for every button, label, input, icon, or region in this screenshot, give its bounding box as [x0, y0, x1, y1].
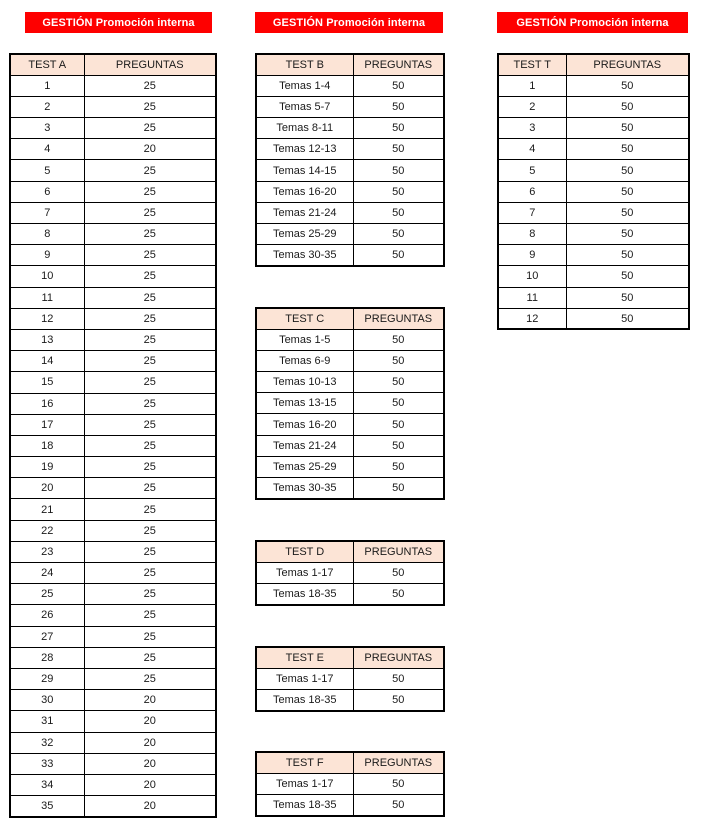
- table-row: [256, 393, 444, 414]
- table-cell: Temas 6-9: [256, 350, 353, 371]
- table-row: [10, 711, 216, 732]
- table-cell: 30: [10, 690, 84, 711]
- table-cell: 25: [10, 584, 84, 605]
- table-cell: 50: [353, 75, 444, 96]
- table-cell: 1: [498, 75, 566, 96]
- table-cell: 50: [353, 583, 444, 604]
- table-cell: Temas 1-5: [256, 329, 353, 350]
- table-row: [256, 456, 444, 477]
- table-cell: 27: [10, 626, 84, 647]
- table-row: [10, 796, 216, 817]
- table-cell: 11: [10, 287, 84, 308]
- table-row: [256, 773, 444, 794]
- table-cell: 15: [10, 372, 84, 393]
- table-row: [256, 794, 444, 815]
- table-row: [256, 224, 444, 245]
- table-cell: 31: [10, 711, 84, 732]
- table-cell: 25: [84, 520, 216, 541]
- table-cell: 6: [10, 181, 84, 202]
- table-test-e-col1-header: TEST E: [256, 647, 353, 668]
- table-row: [256, 118, 444, 139]
- table-cell: 13: [10, 329, 84, 350]
- table-cell: 50: [566, 245, 689, 266]
- table-row: [498, 75, 689, 96]
- table-row: [256, 202, 444, 223]
- table-row: [10, 224, 216, 245]
- table-cell: 50: [353, 245, 444, 266]
- table-cell: 50: [353, 181, 444, 202]
- table-row: [256, 160, 444, 181]
- table-test-b: [255, 53, 445, 267]
- table-cell: 50: [353, 202, 444, 223]
- banner-gestion-promocion-middle: GESTIÓN Promoción interna: [255, 12, 443, 33]
- table-test-c-col2-header: PREGUNTAS: [353, 308, 444, 329]
- table-cell: 25: [84, 605, 216, 626]
- banner-gestion-promocion-left: GESTIÓN Promoción interna: [25, 12, 212, 33]
- table-cell: 50: [353, 668, 444, 689]
- table-cell: 50: [566, 287, 689, 308]
- table-cell: 50: [353, 118, 444, 139]
- table-cell: 25: [84, 181, 216, 202]
- table-row: [256, 435, 444, 456]
- table-cell: 7: [10, 202, 84, 223]
- table-row: [498, 287, 689, 308]
- table-row: [256, 329, 444, 350]
- table-test-e-col2-header: PREGUNTAS: [353, 647, 444, 668]
- table-row: [256, 181, 444, 202]
- table-row: [256, 75, 444, 96]
- table-row: [10, 605, 216, 626]
- table-cell: 25: [84, 478, 216, 499]
- table-row: [498, 245, 689, 266]
- table-row: [10, 287, 216, 308]
- table-cell: 25: [84, 245, 216, 266]
- table-row: [256, 372, 444, 393]
- table-cell: 25: [84, 584, 216, 605]
- table-test-f-header-row: [256, 752, 444, 773]
- table-cell: Temas 1-17: [256, 668, 353, 689]
- table-cell: 25: [84, 499, 216, 520]
- table-cell: 50: [353, 393, 444, 414]
- table-test-c-col1-header: TEST C: [256, 308, 353, 329]
- table-cell: 11: [498, 287, 566, 308]
- table-row: [10, 541, 216, 562]
- table-cell: 25: [84, 287, 216, 308]
- table-test-c-header-row: [256, 308, 444, 329]
- table-cell: 25: [84, 266, 216, 287]
- table-cell: 34: [10, 774, 84, 795]
- table-cell: 23: [10, 541, 84, 562]
- table-cell: 8: [10, 224, 84, 245]
- table-cell: 25: [84, 96, 216, 117]
- table-cell: Temas 1-17: [256, 773, 353, 794]
- table-test-f-col2-header: PREGUNTAS: [353, 752, 444, 773]
- table-test-d-col1-header: TEST D: [256, 541, 353, 562]
- table-row: [256, 245, 444, 266]
- table-cell: 2: [10, 96, 84, 117]
- table-row: [498, 181, 689, 202]
- table-test-d-header-row: [256, 541, 444, 562]
- table-cell: 50: [566, 139, 689, 160]
- table-row: [256, 562, 444, 583]
- table-cell: 24: [10, 563, 84, 584]
- table-cell: 25: [84, 541, 216, 562]
- table-row: [10, 329, 216, 350]
- table-row: [10, 563, 216, 584]
- table-cell: Temas 12-13: [256, 139, 353, 160]
- table-test-b-col1-header: TEST B: [256, 54, 353, 75]
- table-cell: 50: [566, 202, 689, 223]
- table-row: [10, 181, 216, 202]
- table-row: [10, 372, 216, 393]
- table-cell: 25: [84, 414, 216, 435]
- table-cell: 50: [566, 160, 689, 181]
- table-cell: 25: [84, 118, 216, 139]
- table-row: [10, 308, 216, 329]
- table-cell: 4: [10, 139, 84, 160]
- table-cell: Temas 8-11: [256, 118, 353, 139]
- table-cell: 29: [10, 668, 84, 689]
- table-cell: 25: [84, 626, 216, 647]
- table-cell: 25: [84, 351, 216, 372]
- table-cell: 25: [84, 75, 216, 96]
- table-cell: 3: [498, 118, 566, 139]
- table-test-d-col2-header: PREGUNTAS: [353, 541, 444, 562]
- table-row: [10, 393, 216, 414]
- table-test-b-col2-header: PREGUNTAS: [353, 54, 444, 75]
- table-row: [256, 350, 444, 371]
- table-cell: 25: [84, 563, 216, 584]
- table-row: [256, 96, 444, 117]
- table-row: [498, 160, 689, 181]
- table-row: [10, 266, 216, 287]
- table-cell: 16: [10, 393, 84, 414]
- table-cell: 25: [84, 308, 216, 329]
- table-cell: 50: [353, 139, 444, 160]
- table-cell: 25: [84, 435, 216, 456]
- table-row: [10, 753, 216, 774]
- table-cell: 50: [353, 224, 444, 245]
- table-row: [498, 139, 689, 160]
- table-row: [10, 351, 216, 372]
- table-cell: 5: [10, 160, 84, 181]
- table-row: [10, 160, 216, 181]
- table-cell: Temas 18-35: [256, 583, 353, 604]
- table-row: [10, 520, 216, 541]
- table-cell: Temas 16-20: [256, 181, 353, 202]
- table-cell: 50: [353, 160, 444, 181]
- table-cell: 50: [566, 118, 689, 139]
- table-cell: 19: [10, 457, 84, 478]
- table-test-a-col1-header: TEST A: [10, 54, 84, 75]
- table-cell: 50: [353, 329, 444, 350]
- table-row: [10, 478, 216, 499]
- table-row: [10, 732, 216, 753]
- table-test-c: [255, 307, 445, 500]
- table-cell: Temas 10-13: [256, 372, 353, 393]
- table-cell: 25: [84, 160, 216, 181]
- table-cell: 50: [353, 96, 444, 117]
- table-row: [256, 689, 444, 710]
- table-test-t-col2-header: PREGUNTAS: [566, 54, 689, 75]
- table-cell: Temas 18-35: [256, 689, 353, 710]
- table-cell: Temas 21-24: [256, 435, 353, 456]
- table-cell: 10: [498, 266, 566, 287]
- table-test-f: [255, 751, 445, 817]
- table-test-b-header-row: [256, 54, 444, 75]
- table-cell: Temas 1-4: [256, 75, 353, 96]
- table-cell: 14: [10, 351, 84, 372]
- table-row: [256, 583, 444, 604]
- table-test-t-header-row: [498, 54, 689, 75]
- table-cell: 20: [84, 711, 216, 732]
- table-cell: 20: [84, 139, 216, 160]
- table-cell: 17: [10, 414, 84, 435]
- table-row: [498, 224, 689, 245]
- table-cell: 7: [498, 202, 566, 223]
- table-cell: Temas 14-15: [256, 160, 353, 181]
- table-row: [10, 690, 216, 711]
- table-cell: Temas 25-29: [256, 456, 353, 477]
- table-cell: Temas 16-20: [256, 414, 353, 435]
- table-test-a-header-row: [10, 54, 216, 75]
- table-cell: 6: [498, 181, 566, 202]
- table-cell: 25: [84, 224, 216, 245]
- table-row: [10, 414, 216, 435]
- table-cell: 50: [353, 773, 444, 794]
- table-cell: 50: [566, 224, 689, 245]
- table-cell: 25: [84, 393, 216, 414]
- table-row: [10, 584, 216, 605]
- table-test-t: [497, 53, 690, 330]
- table-row: [498, 266, 689, 287]
- table-cell: Temas 30-35: [256, 245, 353, 266]
- table-row: [10, 774, 216, 795]
- table-row: [498, 202, 689, 223]
- table-row: [256, 478, 444, 499]
- table-cell: 20: [10, 478, 84, 499]
- table-cell: 9: [498, 245, 566, 266]
- table-cell: Temas 1-17: [256, 562, 353, 583]
- table-cell: 50: [566, 96, 689, 117]
- table-cell: Temas 13-15: [256, 393, 353, 414]
- table-row: [10, 457, 216, 478]
- table-cell: 50: [353, 456, 444, 477]
- table-cell: 10: [10, 266, 84, 287]
- table-cell: 21: [10, 499, 84, 520]
- table-cell: 12: [10, 308, 84, 329]
- table-test-a-col2-header: PREGUNTAS: [84, 54, 216, 75]
- table-cell: Temas 21-24: [256, 202, 353, 223]
- table-cell: 50: [353, 562, 444, 583]
- table-row: [256, 414, 444, 435]
- table-row: [10, 668, 216, 689]
- table-cell: 25: [84, 202, 216, 223]
- table-cell: 28: [10, 647, 84, 668]
- table-cell: 50: [353, 478, 444, 499]
- table-cell: 25: [84, 457, 216, 478]
- table-cell: 9: [10, 245, 84, 266]
- table-cell: 2: [498, 96, 566, 117]
- table-test-t-col1-header: TEST T: [498, 54, 566, 75]
- table-cell: 32: [10, 732, 84, 753]
- table-cell: 22: [10, 520, 84, 541]
- table-cell: Temas 25-29: [256, 224, 353, 245]
- table-cell: 33: [10, 753, 84, 774]
- table-cell: 50: [566, 181, 689, 202]
- banner-gestion-promocion-right: GESTIÓN Promoción interna: [497, 12, 688, 33]
- table-cell: 5: [498, 160, 566, 181]
- table-cell: Temas 18-35: [256, 794, 353, 815]
- table-row: [256, 139, 444, 160]
- table-cell: 4: [498, 139, 566, 160]
- table-cell: Temas 30-35: [256, 478, 353, 499]
- table-cell: 50: [353, 689, 444, 710]
- table-cell: 1: [10, 75, 84, 96]
- table-cell: 25: [84, 668, 216, 689]
- table-cell: 20: [84, 796, 216, 817]
- table-row: [10, 499, 216, 520]
- table-row: [10, 96, 216, 117]
- table-test-d: [255, 540, 445, 606]
- table-cell: 50: [353, 372, 444, 393]
- table-cell: 25: [84, 372, 216, 393]
- table-test-e: [255, 646, 445, 712]
- table-cell: 20: [84, 690, 216, 711]
- table-cell: 35: [10, 796, 84, 817]
- table-cell: 50: [566, 308, 689, 329]
- table-row: [10, 139, 216, 160]
- table-cell: 20: [84, 753, 216, 774]
- table-cell: 50: [566, 266, 689, 287]
- table-row: [10, 647, 216, 668]
- table-cell: 50: [353, 435, 444, 456]
- table-row: [10, 245, 216, 266]
- table-cell: 18: [10, 435, 84, 456]
- table-row: [10, 75, 216, 96]
- table-row: [10, 202, 216, 223]
- table-row: [498, 118, 689, 139]
- table-cell: 20: [84, 732, 216, 753]
- table-cell: 25: [84, 329, 216, 350]
- table-cell: 26: [10, 605, 84, 626]
- table-test-f-col1-header: TEST F: [256, 752, 353, 773]
- table-row: [256, 668, 444, 689]
- table-cell: 25: [84, 647, 216, 668]
- table-cell: 50: [353, 414, 444, 435]
- table-cell: 50: [353, 794, 444, 815]
- table-test-a: [9, 53, 217, 818]
- table-row: [10, 435, 216, 456]
- table-cell: 3: [10, 118, 84, 139]
- table-row: [10, 118, 216, 139]
- table-cell: 20: [84, 774, 216, 795]
- table-cell: 50: [566, 75, 689, 96]
- table-row: [498, 308, 689, 329]
- table-cell: Temas 5-7: [256, 96, 353, 117]
- table-cell: 12: [498, 308, 566, 329]
- table-row: [498, 96, 689, 117]
- table-cell: 50: [353, 350, 444, 371]
- table-test-e-header-row: [256, 647, 444, 668]
- table-cell: 8: [498, 224, 566, 245]
- table-row: [10, 626, 216, 647]
